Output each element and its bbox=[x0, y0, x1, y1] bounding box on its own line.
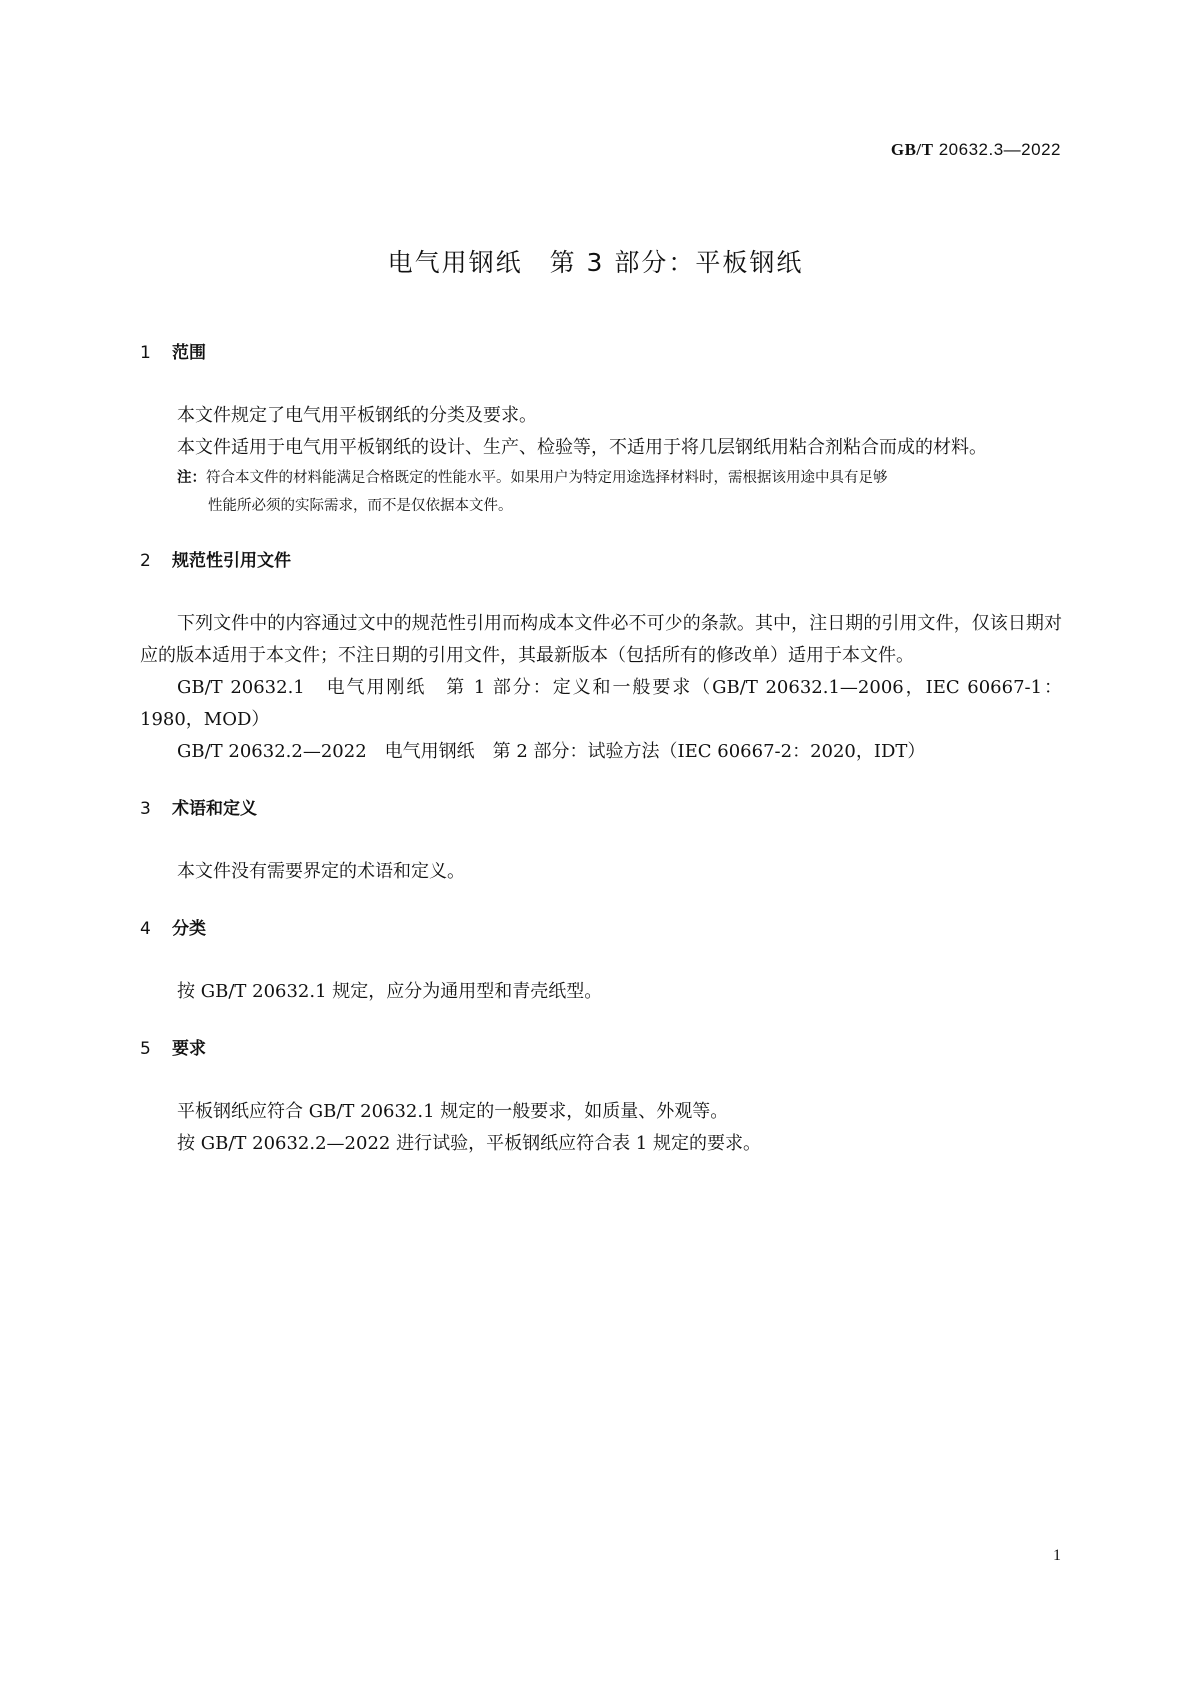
section-heading: 4 分类 bbox=[140, 919, 206, 939]
standard-code-number: 20632.3—2022 bbox=[938, 140, 1061, 159]
paragraph: 按 GB/T 20632.2—2022 进行试验，平板钢纸应符合表 1 规定的要求。 bbox=[177, 1133, 761, 1154]
section-heading: 1 范围 bbox=[140, 343, 206, 363]
section-heading: 5 要求 bbox=[140, 1039, 206, 1059]
reference-item: GB/T 20632.1 电气用刚纸 第 1 部分：定义和一般要求（GB/T 20632.1—2006，IEC 60667-1：1980，MOD） bbox=[140, 677, 1062, 730]
reference-item: GB/T 20632.2—2022 电气用钢纸 第 2 部分：试验方法（IEC 60667-2：2020，IDT） bbox=[177, 741, 926, 762]
paragraph: 下列文件中的内容通过文中的规范性引用而构成本文件必不可少的条款。其中，注日期的引用文件，仅该日期对应的版本适用于本文件；不注日期的引用文件，其最新版本（包括所有的修改单）适用于本文件。 bbox=[140, 613, 1062, 666]
paragraph: 本文件规定了电气用平板钢纸的分类及要求。 bbox=[177, 405, 537, 426]
note bbox=[140, 464, 1062, 520]
document-title: 电气用钢纸 第 3 部分：平板钢纸 bbox=[387, 248, 804, 277]
section-heading: 3 术语和定义 bbox=[140, 799, 257, 819]
note-label: 注： bbox=[177, 470, 206, 486]
page-number: 1 bbox=[1053, 1547, 1061, 1564]
note-text-continued: 性能所必须的实际需求，而不是仅依据本文件。 bbox=[208, 498, 513, 514]
section-heading: 2 规范性引用文件 bbox=[140, 551, 291, 571]
standard-code-prefix: GB/T bbox=[890, 140, 934, 159]
standard-code bbox=[891, 140, 1061, 160]
note-text: 符合本文件的材料能满足合格既定的性能水平。如果用户为特定用途选择材料时，需根据该用途中具有足够 bbox=[206, 470, 888, 486]
paragraph: 本文件适用于电气用平板钢纸的设计、生产、检验等，不适用于将几层钢纸用粘合剂粘合而成的材料。 bbox=[177, 437, 987, 458]
paragraph: 本文件没有需要界定的术语和定义。 bbox=[177, 861, 465, 882]
document-body bbox=[140, 340, 1062, 1160]
paragraph: 按 GB/T 20632.1 规定，应分为通用型和青壳纸型。 bbox=[177, 981, 603, 1002]
paragraph: 平板钢纸应符合 GB/T 20632.1 规定的一般要求，如质量、外观等。 bbox=[177, 1101, 729, 1122]
